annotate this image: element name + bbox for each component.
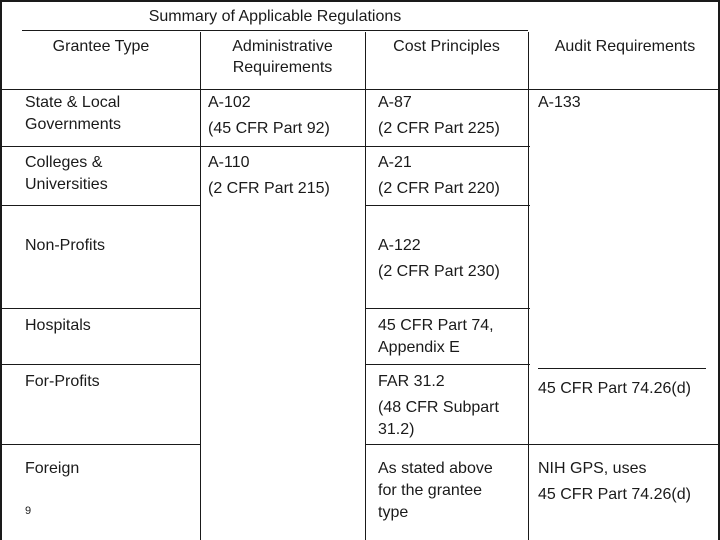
row-divider — [365, 444, 530, 445]
cost-non-profits-line2: (2 CFR Part 230) — [378, 263, 500, 280]
table-title: Summary of Applicable Regulations — [148, 8, 402, 25]
cost-non-profits-line1: A-122 — [378, 237, 421, 254]
grantee-non-profits: Non-Profits — [25, 237, 106, 254]
header-cost-principles: Cost Principles — [393, 38, 500, 55]
row-divider — [0, 444, 200, 445]
row-divider — [538, 368, 706, 369]
cost-hospitals-line2: Appendix E — [378, 339, 460, 356]
row-divider — [365, 308, 530, 309]
header-admin-line1: Administrative — [232, 38, 333, 55]
cost-foreign-line3: type — [378, 504, 409, 521]
row-divider — [0, 146, 530, 147]
header-admin-line2: Requirements — [232, 59, 333, 76]
cost-for-profits-line2: (48 CFR Subpart — [378, 399, 499, 416]
row-divider — [530, 444, 720, 445]
table-border-top — [0, 0, 720, 2]
header-grantee-type: Grantee Type — [52, 38, 150, 55]
cost-state-local-line2: (2 CFR Part 225) — [378, 120, 500, 137]
table-border-left — [0, 0, 2, 540]
header-divider — [0, 89, 720, 90]
grantee-for-profits: For-Profits — [25, 373, 100, 390]
row-divider — [0, 364, 200, 365]
grantee-colleges-line2: Universities — [25, 176, 108, 193]
page-number: 9 — [25, 505, 32, 517]
admin-state-local-line2: (45 CFR Part 92) — [208, 120, 330, 137]
column-divider — [528, 32, 529, 540]
title-divider — [22, 30, 528, 31]
audit-for-profits: 45 CFR Part 74.26(d) — [538, 380, 691, 397]
grantee-colleges-line1: Colleges & — [25, 154, 103, 171]
admin-state-local-line1: A-102 — [208, 94, 251, 111]
grantee-hospitals: Hospitals — [25, 317, 91, 334]
admin-colleges-line1: A-110 — [208, 154, 250, 171]
grantee-state-local-line1: State & Local — [25, 94, 121, 111]
cost-for-profits-line1: FAR 31.2 — [378, 373, 445, 390]
grantee-foreign: Foreign — [25, 460, 80, 477]
cost-colleges-line1: A-21 — [378, 154, 412, 171]
column-divider — [365, 32, 366, 540]
audit-foreign-line1: NIH GPS, uses — [538, 460, 647, 477]
admin-colleges-line2: (2 CFR Part 215) — [208, 180, 330, 197]
row-divider — [365, 364, 530, 365]
column-divider — [200, 32, 201, 540]
cost-foreign-line2: for the grantee — [378, 482, 483, 499]
row-divider — [365, 205, 530, 206]
header-audit-requirements: Audit Requirements — [554, 38, 696, 55]
cost-colleges-line2: (2 CFR Part 220) — [378, 180, 500, 197]
cost-state-local-line1: A-87 — [378, 94, 412, 111]
row-divider — [0, 205, 200, 206]
row-divider — [0, 308, 200, 309]
audit-foreign-line2: 45 CFR Part 74.26(d) — [538, 486, 691, 503]
audit-state-local: A-133 — [538, 94, 581, 111]
grantee-state-local-line2: Governments — [25, 116, 122, 133]
cost-for-profits-line3: 31.2) — [378, 421, 415, 438]
cost-foreign-line1: As stated above — [378, 460, 493, 477]
cost-hospitals-line1: 45 CFR Part 74, — [378, 317, 494, 334]
